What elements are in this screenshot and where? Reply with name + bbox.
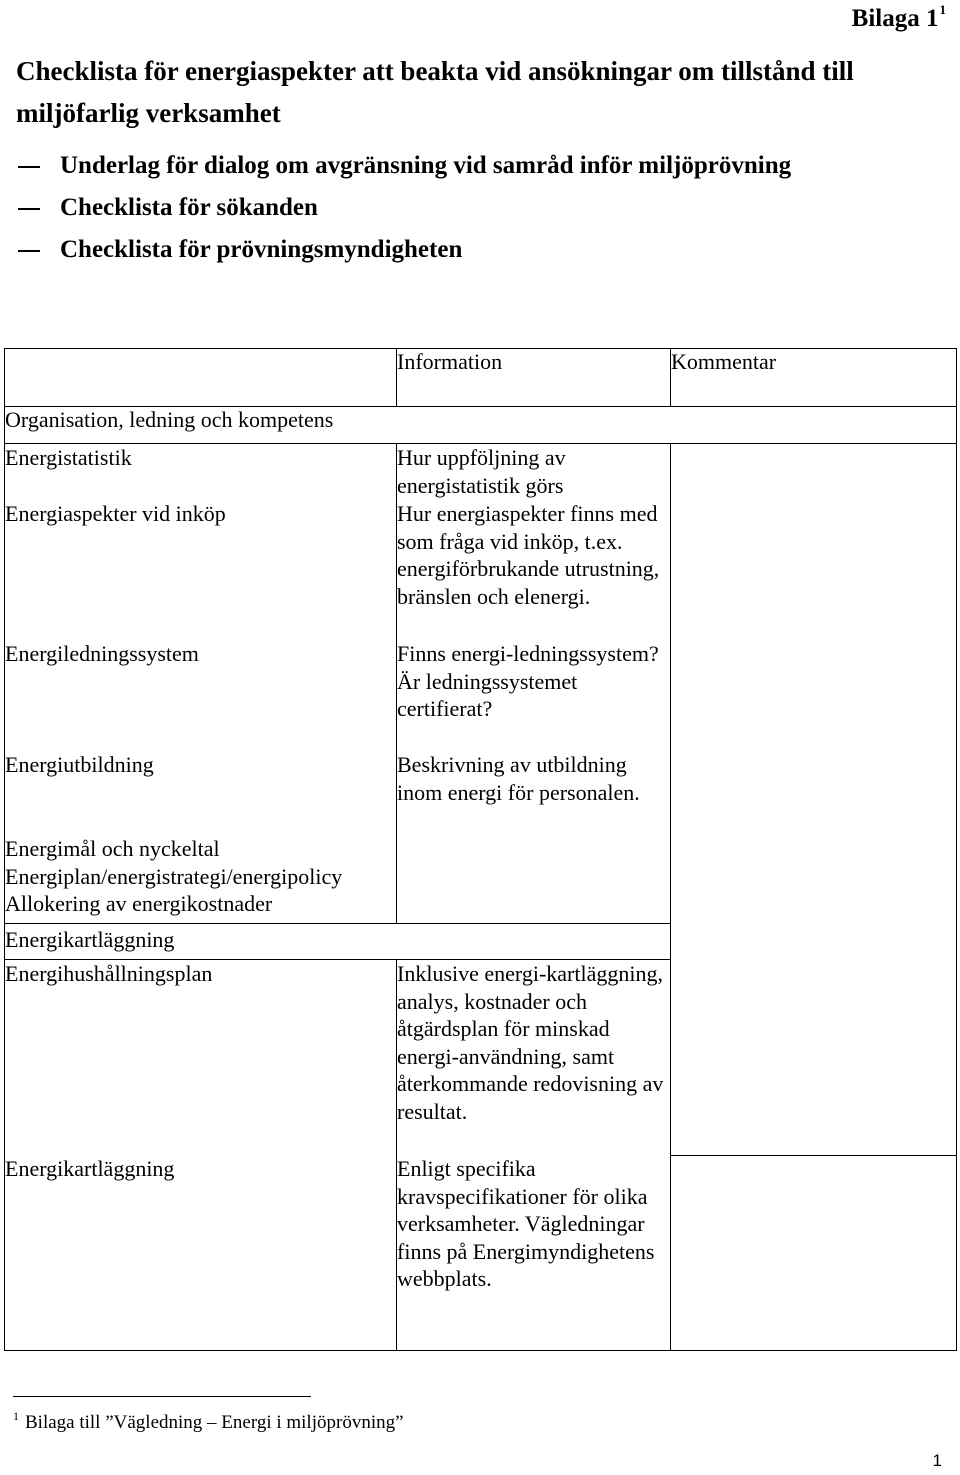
row-information: Hur energiaspekter finns med som fråga vid inköp, t.ex. energiförbrukande utrustning, bränslen och elenergi. [397, 500, 671, 640]
page-number: 1 [932, 1451, 942, 1470]
row-comment[interactable] [671, 1155, 957, 1351]
purpose-item: Checklista för sökanden [18, 187, 791, 229]
row-topic: Energihushållningsplan [5, 960, 397, 1156]
header-information: Information [397, 349, 671, 407]
purpose-list [18, 145, 791, 271]
dash-bullet-icon [18, 208, 40, 210]
footnote-text: Bilaga till ”Vägledning – Energi i miljöprövning” [25, 1412, 404, 1433]
grouped-topic: Energimål och nyckeltal [5, 836, 220, 861]
grouped-topic: Energiplan/energistrategi/energipolicy [5, 863, 343, 889]
row-information: Hur uppföljning av energistatistik görs [397, 444, 671, 501]
section-heading: Organisation, ledning och kompetens [5, 407, 957, 444]
footnote-marker: 1 [13, 1409, 19, 1423]
row-information: Inklusive energi-kartläggning, analys, kostnader och åtgärdsplan för minskad energi-användning, samt återkommande redovisning av resultat. [397, 960, 671, 1156]
section-heading: Energikartläggning [5, 924, 671, 960]
appendix-footnote-ref: 1 [939, 2, 946, 17]
row-topic: Energikartläggning [5, 1155, 397, 1351]
dash-bullet-icon [18, 166, 40, 168]
row-comment[interactable] [671, 444, 957, 1156]
table-row [5, 1155, 957, 1351]
header-comment: Kommentar [671, 349, 957, 407]
grouped-topic: Allokering av energikostnader [5, 891, 273, 917]
purpose-item: Checklista för prövningsmyndigheten [18, 229, 791, 271]
row-information: Enligt specifika kravspecifikationer för olika verksamheter. Vägledningar finns på Energimyndighetens webbplats. [397, 1155, 671, 1351]
footnote [13, 1409, 404, 1434]
row-topic: Energistatistik [5, 444, 397, 501]
section-heading-row [5, 407, 957, 444]
header-topic [5, 349, 397, 407]
row-information: Beskrivning av utbildning inom energi för personalen. [397, 751, 671, 835]
document-title: Checklista för energiaspekter att beakta vid ansökningar om tillstånd till miljöfarlig verksamhet [16, 56, 854, 128]
footnote-separator [13, 1396, 311, 1397]
row-topic: Energiaspekter vid inköp [5, 500, 397, 640]
purpose-item: Underlag för dialog om avgränsning vid samråd inför miljöprövning [18, 145, 791, 187]
row-information: Finns energi-ledningssystem? Är ledningssystemet certifierat? [397, 640, 671, 751]
dash-bullet-icon [18, 250, 40, 252]
table-row [5, 444, 957, 501]
checklist-table [4, 348, 957, 1351]
table-header-row [5, 349, 957, 407]
row-information [397, 835, 671, 924]
row-topic: Energiledningssystem [5, 640, 397, 751]
appendix-label: Bilaga $1^1$ [851, 2, 946, 32]
row-topic: Energiutbildning [5, 751, 397, 835]
grouped-topics [5, 835, 397, 924]
